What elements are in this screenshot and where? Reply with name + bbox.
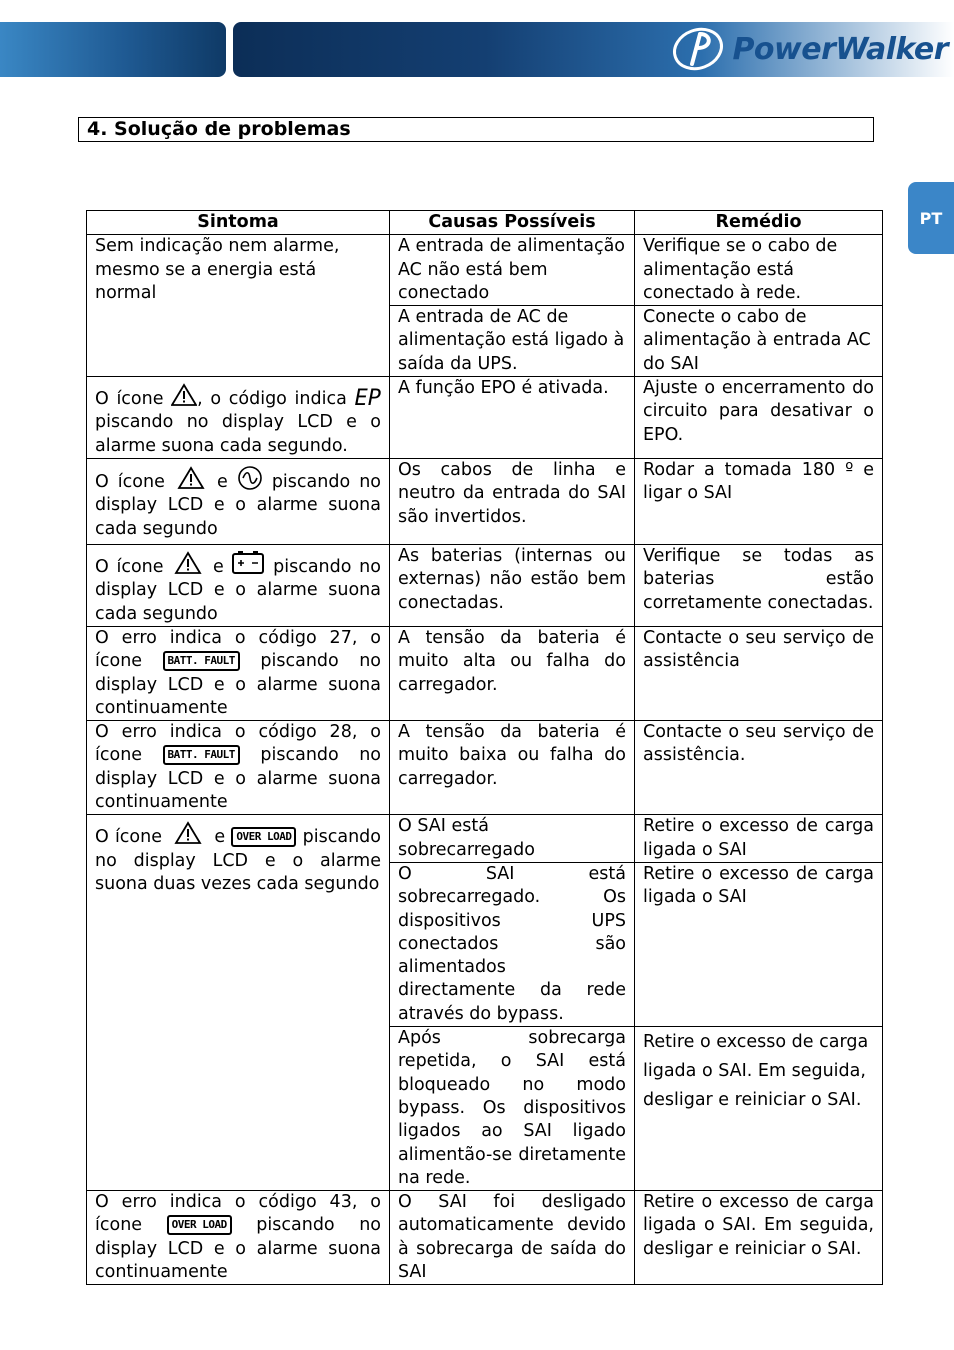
symptom-cell: O erro indica o código 43, o ícone OVER LOAD piscando no display LCD e o alarme suona continuamente	[87, 1191, 390, 1285]
symptom-cell: O erro indica o código 28, o ícone BATT. FAULT piscando no display LCD e o alarme suona continuamente	[87, 721, 390, 815]
cause-cell: A entrada de AC de alimentação está ligado à saída da UPS.	[390, 306, 635, 377]
section-title: 4. Solução de problemas	[78, 117, 874, 142]
table-row	[87, 459, 883, 545]
table-row	[87, 545, 883, 627]
warning-icon	[171, 551, 205, 575]
table-header-row	[87, 211, 883, 235]
table-row	[87, 235, 883, 306]
symptom-cell: O ícone , o código indica EP piscando no display LCD e o alarme suona cada segundo.	[87, 377, 390, 459]
cause-cell: Após sobrecarga repetida, o SAI está bloqueado no modo bypass. Os dispositivos ligados ao SAI ligado alimentão-se diretamente na rede.	[390, 1027, 635, 1191]
remedy-cell: Retire o excesso de carga ligada o SAI. Em seguida, desligar e reiniciar o SAI.	[635, 1027, 883, 1191]
table-row	[87, 721, 883, 815]
language-tab[interactable]: PT	[908, 182, 954, 254]
header-band-left	[0, 22, 226, 77]
remedy-cell: Contacte o seu serviço de assistência.	[635, 721, 883, 815]
cause-cell: A tensão da bateria é muito baixa ou falha do carregador.	[390, 721, 635, 815]
batt-fault-badge: BATT. FAULT	[163, 745, 240, 765]
column-header-cause: Causas Possíveis	[390, 211, 635, 235]
column-header-remedy: Remédio	[635, 211, 883, 235]
table-row	[87, 626, 883, 720]
table-row	[87, 1191, 883, 1285]
symptom-cell: O ícone e piscando no display LCD e o alarme suona cada segundo	[87, 545, 390, 627]
batt-fault-badge: BATT. FAULT	[163, 651, 240, 671]
remedy-cell: Retire o excesso de carga ligada o SAI. Em seguida, desligar e reiniciar o SAI.	[635, 1191, 883, 1285]
cause-cell: O SAI está sobrecarregado	[390, 815, 635, 863]
cause-cell: Os cabos de linha e neutro da entrada do SAI são invertidos.	[390, 459, 635, 545]
remedy-cell: Contacte o seu serviço de assistência	[635, 626, 883, 720]
cause-cell: O SAI foi desligado automaticamente devido à sobrecarga de saída do SAI	[390, 1191, 635, 1285]
brand-name: PowerWalker	[732, 31, 948, 67]
symptom-cell: O ícone e piscando no display LCD e o alarme suona cada segundo	[87, 459, 390, 545]
warning-icon	[171, 383, 197, 407]
cause-cell: A entrada de alimentação AC não está bem conectado	[390, 235, 635, 306]
warning-icon	[168, 821, 208, 845]
cause-cell: O SAI está sobrecarregado. Os dispositivos UPS conectados são alimentados directamente da rede através do bypass.	[390, 862, 635, 1026]
ep-code: EP	[354, 386, 381, 412]
remedy-cell: Retire o excesso de carga ligada o SAI	[635, 862, 883, 1026]
powerwalker-emblem-icon	[670, 26, 726, 72]
table-row	[87, 377, 883, 459]
cause-cell: A função EPO é ativada.	[390, 377, 635, 459]
remedy-cell: Conecte o cabo de alimentação à entrada AC do SAI	[635, 306, 883, 377]
over-load-badge: OVER LOAD	[231, 827, 296, 847]
symptom-cell: O ícone e OVER LOAD piscando no display LCD e o alarme suona duas vezes cada segundo	[87, 815, 390, 1191]
remedy-cell: Verifique se o cabo de alimentação está conectado à rede.	[635, 235, 883, 306]
cause-cell: As baterias (internas ou externas) não estão bem conectadas.	[390, 545, 635, 627]
column-header-symptom: Sintoma	[87, 211, 390, 235]
ac-input-icon	[237, 465, 263, 491]
troubleshooting-table	[86, 210, 883, 1285]
cause-cell: A tensão da bateria é muito alta ou falha do carregador.	[390, 626, 635, 720]
table-row	[87, 815, 883, 863]
over-load-badge: OVER LOAD	[167, 1215, 232, 1235]
brand-logo	[670, 24, 948, 74]
remedy-cell: Ajuste o encerramento do circuito para desativar o EPO.	[635, 377, 883, 459]
warning-icon	[174, 466, 208, 490]
remedy-cell: Retire o excesso de carga ligada o SAI	[635, 815, 883, 863]
remedy-cell: Verifique se todas as baterias estão corretamente conectadas.	[635, 545, 883, 627]
battery-icon	[231, 549, 265, 575]
remedy-cell: Rodar a tomada 180 º e ligar o SAI	[635, 459, 883, 545]
symptom-cell: Sem indicação nem alarme, mesmo se a energia está normal	[87, 235, 390, 377]
symptom-cell: O erro indica o código 27, o ícone BATT. FAULT piscando no display LCD e o alarme suona continuamente	[87, 626, 390, 720]
